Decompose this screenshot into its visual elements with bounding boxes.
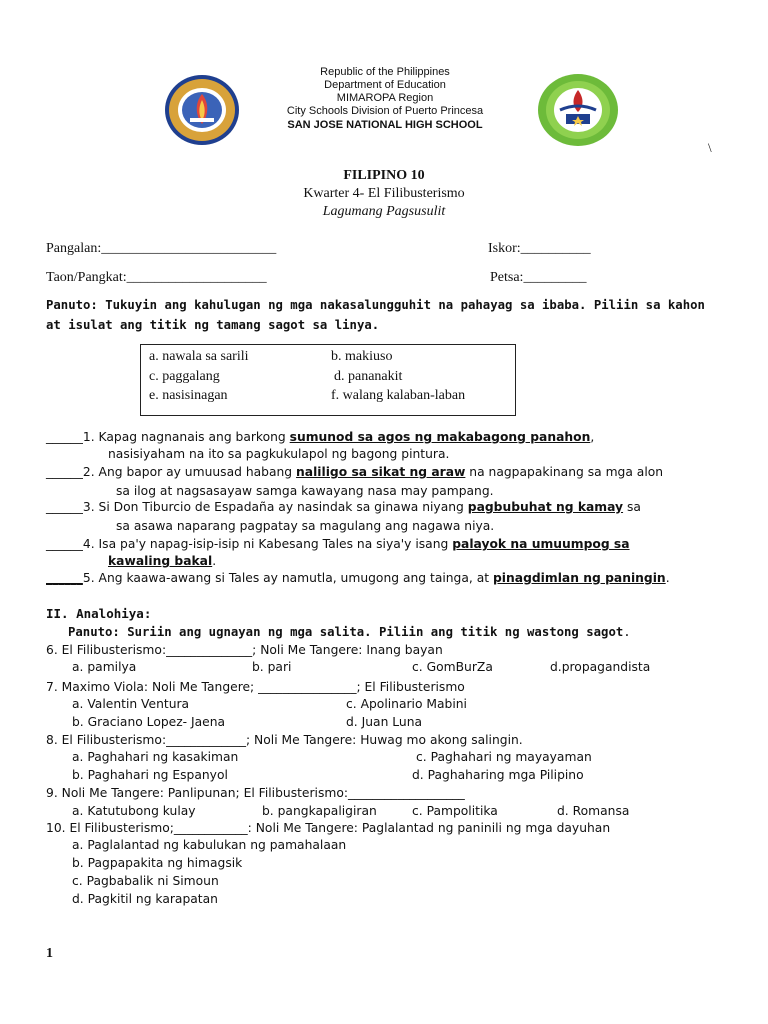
q6-option-b[interactable]: b. pari: [252, 660, 292, 674]
item-4-cont-post: .: [212, 554, 217, 568]
answer-blank-3[interactable]: ______: [46, 500, 83, 514]
test-name: Lagumang Pagsusulit: [322, 204, 446, 219]
item-4-text: 4. Isa pa'y napag-isip-isip ni Kabesang Tales na siya'y isang: [82, 537, 453, 551]
date-field[interactable]: Petsa:_________: [490, 270, 587, 285]
item-3-text: 3. Si Don Tiburcio de Espadaña ay nasindak sa ginawa niyang: [82, 500, 468, 514]
q6-option-c[interactable]: c. GomBurZa: [412, 660, 493, 674]
part1-instruction-line1: Panuto: Tukuyin ang kahulugan ng mga nakasalungguhit na pahayag sa ibaba. Piliin sa kahon: [46, 298, 705, 312]
q10-stem: 10. El Filibusterismo;____________: Noli Me Tangere: Paglalantad ng paninili ng mga dayuhan: [46, 821, 611, 835]
choice-c: c. paggalang: [149, 369, 220, 384]
header-school-name: SAN JOSE NATIONAL HIGH SCHOOL: [287, 119, 483, 131]
item-3-cont: sa asawa naparang pagpatay sa magulang ang nagawa niya.: [116, 519, 495, 533]
item-5: [46, 571, 670, 585]
item-5-text: 5. Ang kaawa-awang si Tales ay namutla, umugong ang tainga, at: [82, 571, 493, 585]
answer-blank-4[interactable]: ______: [46, 537, 83, 551]
item-5-underlined: pinagdimlan ng paningin: [493, 571, 666, 585]
item-1-underlined: sumunod sa agos ng makabagong panahon: [289, 430, 591, 444]
quarter-title: Kwarter 4- El Filibusterismo: [303, 186, 465, 201]
choices-box: [140, 344, 516, 416]
choice-d: d. pananakit: [334, 369, 403, 384]
q8-stem: 8. El Filibusterismo:_____________; Noli Me Tangere: Huwag mo akong salingin.: [46, 733, 523, 747]
q10-option-b[interactable]: b. Pagpapakita ng himagsik: [72, 856, 243, 870]
choice-f: f. walang kalaban-laban: [331, 388, 466, 403]
stray-backslash: \: [708, 140, 712, 155]
q10-option-a[interactable]: a. Paglalantad ng kabulukan ng pamahalaan: [72, 838, 347, 852]
q6-option-d[interactable]: d.propagandista: [550, 660, 651, 674]
q10-option-d[interactable]: d. Pagkitil ng karapatan: [72, 892, 218, 906]
q8-option-c[interactable]: c. Paghahari ng mayayaman: [416, 750, 592, 764]
q9-option-b[interactable]: b. pangkapaligiran: [262, 804, 377, 818]
q8-option-a[interactable]: a. Paghahari ng kasakiman: [72, 750, 239, 764]
q8-option-d[interactable]: d. Paghaharing mga Pilipino: [412, 768, 584, 782]
section-field[interactable]: Taon/Pangkat:____________________: [46, 270, 267, 285]
item-4: [46, 537, 630, 551]
choice-b: b. makiuso: [331, 349, 393, 364]
item-1-cont: nasisiyaham na ito sa pagkukulapol ng bagong pintura.: [108, 447, 450, 461]
page-number: 1: [46, 946, 53, 961]
part2-instruction-end: .: [623, 625, 631, 639]
item-1: [46, 430, 594, 444]
item-3-post: sa: [623, 500, 641, 514]
item-2-underlined: naliligo sa sikat ng araw: [296, 465, 466, 479]
score-field[interactable]: Iskor:__________: [488, 241, 591, 256]
part2-instruction: [68, 625, 631, 639]
answer-blank-5[interactable]: ______: [46, 571, 83, 585]
item-2: [46, 465, 663, 479]
q7-option-c[interactable]: c. Apolinario Mabini: [346, 697, 467, 711]
q9-stem: 9. Noli Me Tangere: Panlipunan; El Filibusterismo:___________________: [46, 786, 465, 800]
item-4-cont: [108, 554, 216, 568]
header-republic: Republic of the Philippines: [320, 66, 450, 78]
item-3-underlined: pagbubuhat ng kamay: [467, 500, 624, 514]
item-4-underlined: palayok na umuumpog sa: [452, 537, 630, 551]
q9-option-c[interactable]: c. Pampolitika: [412, 804, 498, 818]
item-2-cont: sa ilog at nagsasayaw samga kawayang nasa may pampang.: [116, 484, 494, 498]
san-jose-nhs-seal-logo: [536, 72, 620, 148]
item-2-post: na nagpapakinang sa mga alon: [465, 465, 664, 479]
choice-a: a. nawala sa sarili: [149, 349, 249, 364]
q6-option-a[interactable]: a. pamilya: [72, 660, 137, 674]
item-3: [46, 500, 641, 514]
q7-option-d[interactable]: d. Juan Luna: [346, 715, 423, 729]
answer-blank-1[interactable]: ______: [46, 430, 83, 444]
item-5-post: .: [665, 571, 670, 585]
header-division: City Schools Division of Puerto Princesa: [286, 105, 484, 117]
q7-option-a[interactable]: a. Valentin Ventura: [72, 697, 190, 711]
subject-title: FILIPINO 10: [343, 168, 425, 183]
choice-e: e. nasisinagan: [149, 388, 228, 403]
q8-option-b[interactable]: b. Paghahari ng Espanyol: [72, 768, 228, 782]
part2-instruction-text: Panuto: Suriin ang ugnayan ng mga salita. Piliin ang titik ng wastong sagot: [68, 625, 624, 639]
q6-stem: 6. El Filibusterismo:______________; Noli Me Tangere: Inang bayan: [46, 643, 443, 657]
part2-heading: II. Analohiya:: [46, 606, 152, 621]
item-1-text: 1. Kapag nagnanais ang barkong: [82, 430, 290, 444]
q10-option-c[interactable]: c. Pagbabalik ni Simoun: [72, 874, 219, 888]
item-4-underlined-cont: kawaling bakal: [108, 554, 213, 568]
answer-blank-2[interactable]: ______: [46, 465, 83, 479]
name-field[interactable]: Pangalan:_________________________: [46, 241, 277, 256]
item-2-text: 2. Ang bapor ay umuusad habang: [82, 465, 297, 479]
item-1-post: ,: [590, 430, 595, 444]
header-region: MIMAROPA Region: [336, 92, 434, 104]
header-deped: Department of Education: [324, 79, 446, 91]
q7-stem: 7. Maximo Viola: Noli Me Tangere; ________________; El Filibusterismo: [46, 680, 465, 694]
deped-division-seal-logo: [164, 72, 240, 148]
q9-option-a[interactable]: a. Katutubong kulay: [72, 804, 196, 818]
q7-option-b[interactable]: b. Graciano Lopez- Jaena: [72, 715, 226, 729]
q9-option-d[interactable]: d. Romansa: [557, 804, 630, 818]
part1-instruction-line2: at isulat ang titik ng tamang sagot sa linya.: [46, 318, 380, 332]
